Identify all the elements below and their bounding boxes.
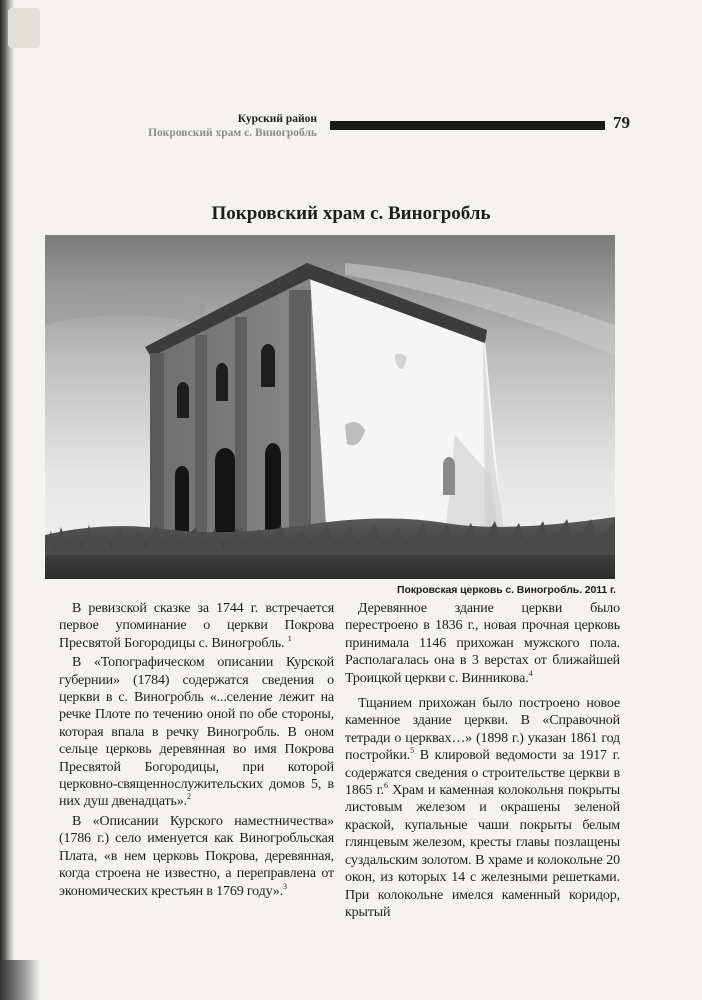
photo-caption: Покровская церковь с. Виногробль. 2011 г. — [397, 584, 616, 596]
paragraph — [345, 600, 620, 687]
paragraph-text: Тщанием прихожан было построено новое каменное здание церкви. В «Справочной тетради о церквах…» (1898 г.) указан 1861 год постройки. — [345, 696, 620, 764]
paragraph — [59, 813, 334, 900]
footnote-ref: 1 — [287, 633, 292, 643]
footnote-ref: 6 — [384, 781, 388, 791]
header-rule — [330, 121, 605, 130]
right-text-column — [345, 600, 620, 921]
paragraph-text: Деревянное здание церкви было перестроено в 1836 г., новая прочная церковь принимала 1146 прихожан мужского пола. Располагалась она в 3 верстах от ближайшей Троицкой церкви с. Винникова. — [345, 601, 620, 686]
paragraph — [59, 654, 334, 811]
paragraph-text: В клировой ведомости за 1917 г. содержатся сведения о строительстве церкви в 1865 г. — [345, 748, 620, 799]
page-binding-shadow — [0, 0, 14, 1000]
left-text-column — [59, 600, 334, 900]
church-photo — [45, 235, 615, 579]
paragraph-text: В «Описании Курского наместничества» (1786 г.) село именуется как Виногробльская Плата, «в нем церковь Покрова, деревянная, когда строена не известно, а переправлена от экономических крестьян в 1769 году». — [59, 813, 334, 899]
footnote-ref: 4 — [528, 668, 533, 678]
footnote-ref: 5 — [410, 746, 414, 756]
paragraph-text: Храм и каменная колокольня покрыты листовым железом и окрашены зеленой краской, купальные чаши покрыты белым глянцевым железом, кресты главы позлащены суздальским золотом. В храме и колокольне 20 окон, из которых 14 с железными решетками. При колокольне имелся каменный коридор, крытый — [345, 783, 620, 920]
paragraph-text: В ревизской сказке за 1744 г. встречается первое упоминание о церкви Покрова Пресвятой Богородицы с. Виногробль. — [59, 601, 334, 651]
footnote-ref: 3 — [282, 881, 287, 891]
binding-corner — [0, 960, 40, 1000]
binding-tab — [8, 8, 40, 48]
header-section-title: Курский район — [237, 113, 317, 125]
page-title: Покровский храм с. Виногробль — [211, 203, 491, 224]
running-header — [148, 112, 317, 140]
paragraph — [345, 695, 620, 921]
paragraph-text: В «Топографическом описании Курской губернии» (1784) содержатся сведения о церкви в с. Виногробль «...селение лежит на речке Плоте по течению оной по обе стороны, которая впала в речку Виногробль. В оном сельце церковь деревянная во имя Покрова Пресвятой Богородицы, при которой церковно-священнослужительских домов 5, в них душ двенадцать». — [59, 655, 334, 810]
page-number: 79 — [613, 113, 630, 132]
footnote-ref: 2 — [186, 792, 191, 802]
header-subsection-title: Покровский храм с. Виногробль — [148, 127, 317, 139]
paragraph — [59, 600, 334, 652]
